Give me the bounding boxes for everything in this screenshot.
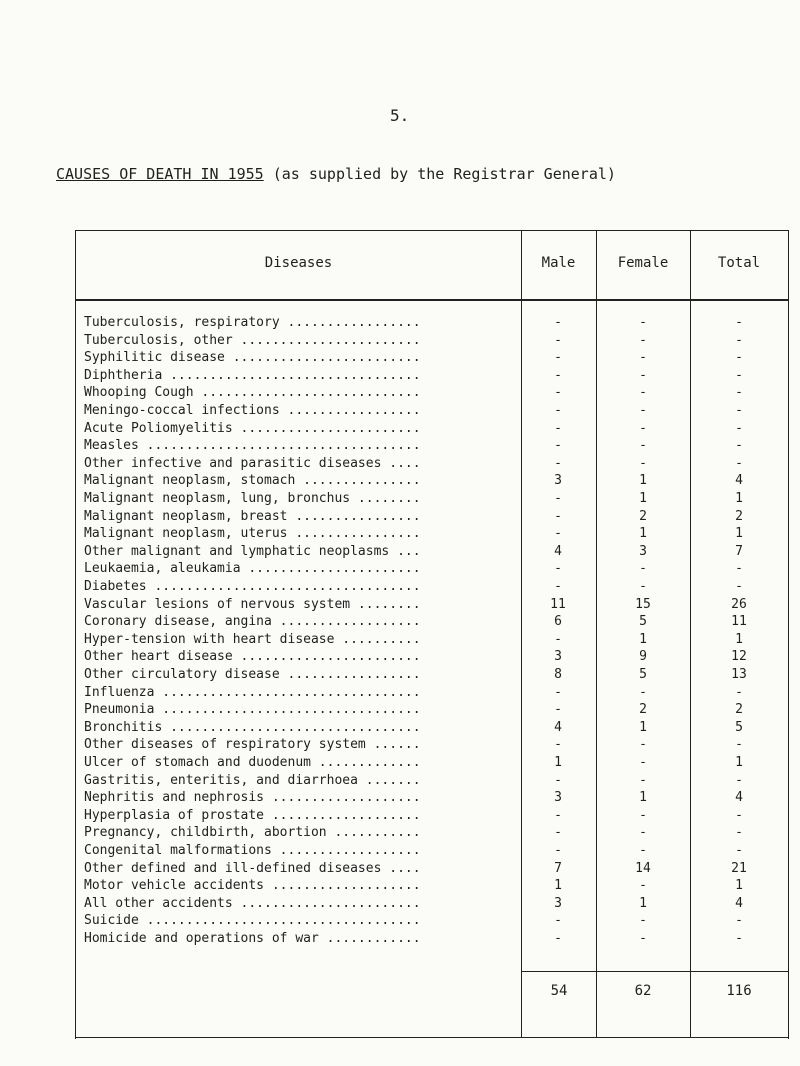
table-row bbox=[76, 737, 788, 753]
disease-name: Whooping Cough ............................ bbox=[84, 385, 421, 401]
female-count: 1 bbox=[639, 895, 647, 911]
female-count: 2 bbox=[639, 702, 647, 718]
male-count: 11 bbox=[550, 596, 566, 612]
male-count: 6 bbox=[554, 614, 562, 630]
disease-name: All other accidents ....................... bbox=[84, 895, 421, 911]
document-heading bbox=[56, 165, 616, 183]
total-count: - bbox=[735, 843, 743, 858]
disease-name: Diphtheria ................................ bbox=[84, 367, 421, 383]
causes-of-death-table bbox=[75, 230, 789, 1039]
female-count: - bbox=[639, 579, 647, 594]
female-count: - bbox=[639, 350, 647, 366]
female-count: - bbox=[639, 561, 647, 577]
female-count: - bbox=[639, 825, 647, 841]
table-row bbox=[76, 421, 788, 437]
male-count: 1 bbox=[554, 755, 562, 770]
total-count: - bbox=[735, 825, 743, 841]
disease-name: Malignant neoplasm, breast ................ bbox=[84, 508, 421, 524]
header-diseases: Diseases bbox=[264, 255, 333, 271]
total-count: 21 bbox=[731, 860, 747, 876]
disease-name: Vascular lesions of nervous system ........ bbox=[84, 596, 421, 612]
male-count: 7 bbox=[554, 860, 562, 876]
disease-name: Other heart disease ....................... bbox=[84, 649, 421, 665]
table-row bbox=[76, 473, 788, 489]
disease-name: Other diseases of respiratory system ...... bbox=[84, 737, 421, 753]
disease-name: Diabetes .................................. bbox=[84, 579, 421, 594]
total-count: 4 bbox=[735, 790, 743, 806]
total-count: - bbox=[735, 579, 743, 594]
table-row bbox=[76, 685, 788, 701]
total-count: 26 bbox=[731, 596, 747, 612]
total-count: 5 bbox=[735, 719, 743, 735]
male-count: - bbox=[554, 702, 562, 718]
table-row bbox=[76, 438, 788, 454]
table-row bbox=[76, 931, 788, 947]
total-count: - bbox=[735, 350, 743, 366]
female-count: 1 bbox=[639, 790, 647, 806]
disease-name: Gastritis, enteritis, and diarrhoea ....... bbox=[84, 772, 421, 788]
female-count: - bbox=[639, 315, 647, 330]
female-count: - bbox=[639, 385, 647, 401]
male-count: 3 bbox=[554, 895, 562, 911]
disease-name: Motor vehicle accidents ................... bbox=[84, 878, 421, 894]
male-count: - bbox=[554, 843, 562, 858]
female-count: - bbox=[639, 420, 647, 436]
male-count: 3 bbox=[554, 649, 562, 665]
total-count: 11 bbox=[731, 614, 747, 630]
disease-name: Tuberculosis, other ....................... bbox=[84, 332, 421, 348]
disease-name: Bronchitis ................................ bbox=[84, 719, 421, 735]
total-count: - bbox=[735, 455, 743, 471]
male-count: - bbox=[554, 491, 562, 506]
total-count: - bbox=[735, 332, 743, 348]
female-count: - bbox=[639, 843, 647, 858]
male-count: - bbox=[554, 561, 562, 577]
disease-name: Other defined and ill-defined diseases .... bbox=[84, 860, 421, 876]
table-row bbox=[76, 315, 788, 331]
total-count: 12 bbox=[731, 649, 747, 665]
male-count: 3 bbox=[554, 473, 562, 489]
disease-name: Other infective and parasitic diseases .... bbox=[84, 455, 421, 471]
total-count: 13 bbox=[731, 667, 747, 682]
male-count: - bbox=[554, 385, 562, 401]
male-count: 4 bbox=[554, 543, 562, 559]
header-female: Female bbox=[617, 255, 669, 271]
female-count: 1 bbox=[639, 526, 647, 542]
male-count: 3 bbox=[554, 790, 562, 806]
female-count: - bbox=[639, 438, 647, 454]
total-count: - bbox=[735, 420, 743, 436]
total-count: 1 bbox=[735, 755, 743, 770]
total-male: 54 bbox=[550, 983, 568, 999]
table-row bbox=[76, 843, 788, 859]
male-count: - bbox=[554, 931, 562, 946]
disease-name: Malignant neoplasm, lung, bronchus ........ bbox=[84, 491, 421, 506]
female-count: - bbox=[639, 807, 647, 823]
total-count: - bbox=[735, 315, 743, 330]
total-count: 1 bbox=[735, 526, 743, 542]
table-row bbox=[76, 825, 788, 841]
disease-name: Acute Poliomyelitis ....................... bbox=[84, 420, 421, 436]
heading-subtitle: (as supplied by the Registrar General) bbox=[263, 165, 616, 183]
heading-title: CAUSES OF DEATH IN 1955 bbox=[56, 165, 264, 183]
female-count: 14 bbox=[635, 860, 651, 876]
total-count: 7 bbox=[735, 543, 743, 559]
total-count: - bbox=[735, 385, 743, 401]
total-count: 1 bbox=[735, 878, 743, 894]
table-row bbox=[76, 808, 788, 824]
table-row bbox=[76, 561, 788, 577]
male-count: - bbox=[554, 455, 562, 471]
disease-name: Homicide and operations of war ............ bbox=[84, 931, 421, 946]
disease-name: Malignant neoplasm, stomach ............... bbox=[84, 473, 421, 489]
table-bottom-rule bbox=[76, 1037, 788, 1038]
male-count: 8 bbox=[554, 667, 562, 682]
male-count: - bbox=[554, 508, 562, 524]
female-count: 2 bbox=[639, 508, 647, 524]
total-count: - bbox=[735, 772, 743, 788]
male-count: - bbox=[554, 772, 562, 788]
female-count: - bbox=[639, 913, 647, 929]
female-count: - bbox=[639, 367, 647, 383]
disease-name: Coronary disease, angina .................. bbox=[84, 614, 421, 630]
total-count: - bbox=[735, 931, 743, 946]
total-count: 1 bbox=[735, 631, 743, 647]
table-row bbox=[76, 544, 788, 560]
table-row bbox=[76, 403, 788, 419]
male-count: - bbox=[554, 825, 562, 841]
male-count: - bbox=[554, 737, 562, 753]
table-row bbox=[76, 790, 788, 806]
female-count: 1 bbox=[639, 491, 647, 506]
total-count: - bbox=[735, 561, 743, 577]
table-header bbox=[76, 231, 788, 301]
table-row bbox=[76, 350, 788, 366]
table-row bbox=[76, 614, 788, 630]
male-count: - bbox=[554, 332, 562, 348]
total-count: 2 bbox=[735, 508, 743, 524]
total-count: - bbox=[735, 807, 743, 823]
male-count: - bbox=[554, 438, 562, 454]
female-count: 15 bbox=[635, 596, 651, 612]
female-count: 1 bbox=[639, 473, 647, 489]
female-count: - bbox=[639, 878, 647, 894]
male-count: - bbox=[554, 315, 562, 330]
disease-name: Hyperplasia of prostate ................... bbox=[84, 807, 421, 823]
male-count: - bbox=[554, 631, 562, 647]
table-row bbox=[76, 579, 788, 595]
page-number: 5. bbox=[390, 106, 410, 125]
male-count: 4 bbox=[554, 719, 562, 735]
table-row bbox=[76, 720, 788, 736]
disease-name: Pregnancy, childbirth, abortion ........... bbox=[84, 825, 421, 841]
total-all: 116 bbox=[726, 983, 752, 999]
totals-rule bbox=[521, 971, 788, 972]
disease-name: Nephritis and nephrosis ................... bbox=[84, 790, 421, 806]
total-count: 2 bbox=[735, 702, 743, 718]
disease-name: Measles ................................... bbox=[84, 438, 421, 454]
disease-name: Other circulatory disease ................. bbox=[84, 667, 421, 682]
table-row bbox=[76, 632, 788, 648]
female-count: 5 bbox=[639, 614, 647, 630]
table-row bbox=[76, 509, 788, 525]
female-count: - bbox=[639, 455, 647, 471]
table-row bbox=[76, 896, 788, 912]
female-count: 1 bbox=[639, 631, 647, 647]
male-count: - bbox=[554, 350, 562, 366]
male-count: - bbox=[554, 684, 562, 700]
female-count: - bbox=[639, 332, 647, 348]
total-count: - bbox=[735, 438, 743, 454]
total-female: 62 bbox=[634, 983, 652, 999]
table-row bbox=[76, 368, 788, 384]
female-count: - bbox=[639, 737, 647, 753]
female-count: - bbox=[639, 931, 647, 946]
male-count: - bbox=[554, 367, 562, 383]
total-count: 4 bbox=[735, 473, 743, 489]
table-row bbox=[76, 526, 788, 542]
table-row bbox=[76, 385, 788, 401]
female-count: 1 bbox=[639, 719, 647, 735]
female-count: - bbox=[639, 755, 647, 770]
female-count: - bbox=[639, 403, 647, 418]
total-count: - bbox=[735, 403, 743, 418]
table-row bbox=[76, 702, 788, 718]
table-row bbox=[76, 597, 788, 613]
disease-name: Suicide ................................... bbox=[84, 913, 421, 929]
table-row bbox=[76, 755, 788, 771]
male-count: - bbox=[554, 807, 562, 823]
disease-name: Ulcer of stomach and duodenum ............. bbox=[84, 755, 421, 770]
header-male: Male bbox=[541, 255, 576, 271]
female-count: 5 bbox=[639, 667, 647, 682]
disease-name: Meningo-coccal infections ................. bbox=[84, 403, 421, 418]
disease-name: Malignant neoplasm, uterus ................ bbox=[84, 526, 421, 542]
disease-name: Leukaemia, aleukamia ...................... bbox=[84, 561, 421, 577]
disease-name: Influenza ................................. bbox=[84, 684, 421, 700]
table-row bbox=[76, 861, 788, 877]
male-count: - bbox=[554, 526, 562, 542]
total-count: - bbox=[735, 737, 743, 753]
disease-name: Syphilitic disease ........................ bbox=[84, 350, 421, 366]
male-count: - bbox=[554, 403, 562, 418]
female-count: - bbox=[639, 772, 647, 788]
table-row bbox=[76, 649, 788, 665]
disease-name: Tuberculosis, respiratory ................. bbox=[84, 315, 421, 330]
disease-name: Congenital malformations .................. bbox=[84, 843, 421, 858]
total-count: - bbox=[735, 367, 743, 383]
table-row bbox=[76, 333, 788, 349]
female-count: 9 bbox=[639, 649, 647, 665]
table-row bbox=[76, 773, 788, 789]
table-row bbox=[76, 878, 788, 894]
female-count: - bbox=[639, 684, 647, 700]
header-total: Total bbox=[717, 255, 761, 271]
male-count: 1 bbox=[554, 878, 562, 894]
table-row bbox=[76, 667, 788, 683]
table-row bbox=[76, 491, 788, 507]
disease-name: Pneumonia ................................. bbox=[84, 702, 421, 718]
table-row bbox=[76, 913, 788, 929]
male-count: - bbox=[554, 579, 562, 594]
disease-name: Other malignant and lymphatic neoplasms ... bbox=[84, 543, 421, 559]
table-row bbox=[76, 456, 788, 472]
total-count: - bbox=[735, 684, 743, 700]
male-count: - bbox=[554, 913, 562, 929]
female-count: 3 bbox=[639, 543, 647, 559]
total-count: 1 bbox=[735, 491, 743, 506]
disease-name: Hyper-tension with heart disease .......... bbox=[84, 631, 421, 647]
total-count: 4 bbox=[735, 895, 743, 911]
male-count: - bbox=[554, 420, 562, 436]
total-count: - bbox=[735, 913, 743, 929]
